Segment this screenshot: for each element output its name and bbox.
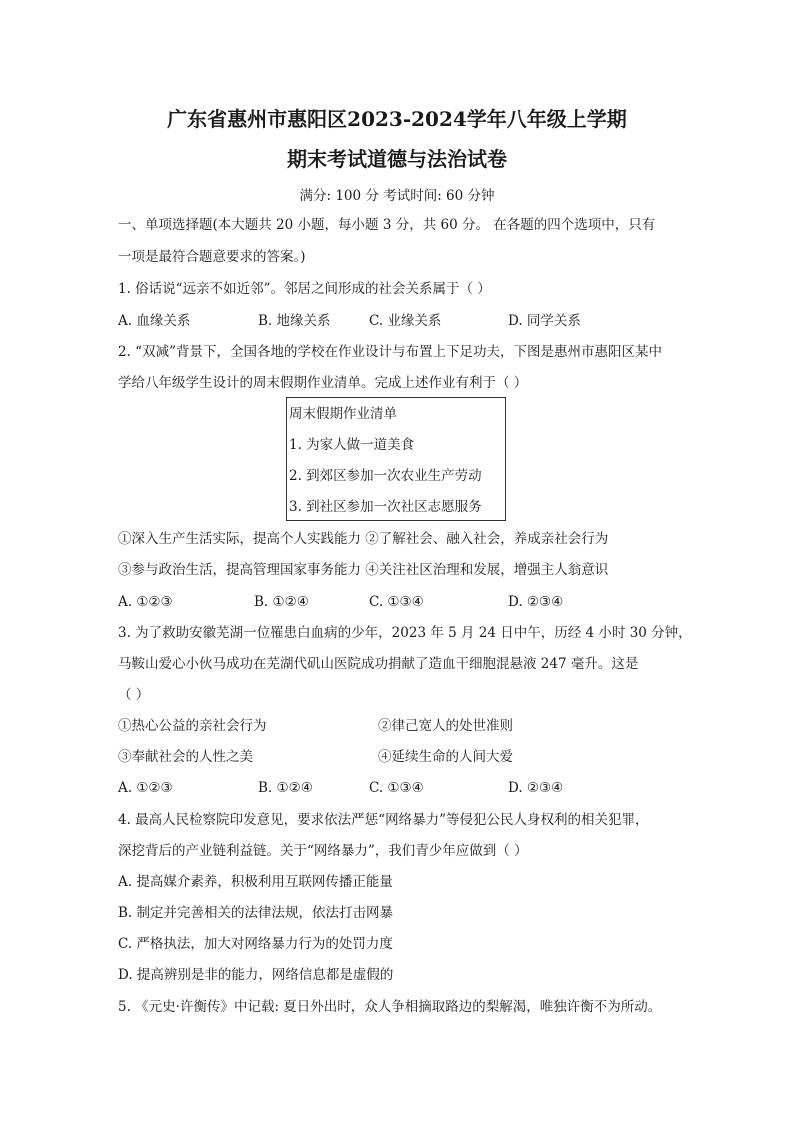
q3-statement-1: ①热心公益的亲社会行为 [118, 718, 267, 734]
q2-statements-line2: ③参与政治生活，提高管理国家事务能力 ④关注社区治理和发展，增强主人翁意识 [118, 562, 609, 578]
q1-option-d: D. 同学关系 [508, 313, 581, 329]
q3-stem-line3: （ ） [118, 687, 150, 703]
q3-stem-line2: 马鞍山爱心小伙马成功在芜湖代矶山医院成功捐献了造血干细胞混悬液 247 毫升。这是 [118, 656, 639, 672]
homework-list-title: 周末假期作业清单 [289, 406, 397, 422]
q1-option-a: A. 血缘关系 [118, 313, 191, 329]
q1-stem: 1. 俗话说“远亲不如近邻”。邻居之间形成的社会关系属于（ ） [118, 281, 491, 297]
q4-option-c: C. 严格执法，加大对网络暴力行为的处罚力度 [118, 936, 393, 952]
q3-statement-3: ③奉献社会的人性之美 [118, 749, 253, 765]
exam-info: 满分: 100 分 考试时间: 60 分钟 [299, 188, 495, 204]
q4-option-a: A. 提高媒介素养，积极利用互联网传播正能量 [118, 874, 393, 890]
q1-option-b: B. 地缘关系 [258, 313, 331, 329]
section1-intro-line2: 一项是最符合题意要求的答案。) [118, 249, 306, 265]
q2-option-d: D. ②③④ [508, 594, 564, 610]
q4-option-d: D. 提高辨别是非的能力，网络信息都是虚假的 [118, 967, 394, 983]
section1-intro-line1: 一、单项选择题(本大题共 20 小题，每小题 3 分，共 60 分。 在各题的四个选项中，只有 [118, 217, 656, 233]
q4-stem-line1: 4. 最高人民检察院印发意见，要求依法严惩“网络暴力”等侵犯公民人身权利的相关犯罪， [118, 812, 649, 828]
homework-item: 1. 为家人做一道美食 [289, 437, 415, 453]
q4-stem-line2: 深挖背后的产业链利益链。关于“网络暴力”，我们青少年应做到（ ） [118, 843, 528, 859]
q2-stem-line2: 学给八年级学生设计的周末假期作业清单。完成上述作业有利于（ ） [118, 375, 528, 391]
q2-option-a: A. ①②③ [118, 594, 173, 610]
q3-option-a: A. ①②③ [118, 780, 173, 796]
q3-option-d: D. ②③④ [508, 780, 564, 796]
exam-title-line1: 广东省惠州市惠阳区2023-2024学年八年级上学期 [167, 107, 627, 131]
q1-option-c: C. 业缘关系 [369, 313, 442, 329]
q3-option-b: B. ①②④ [258, 780, 313, 796]
q2-statements-line1: ①深入生产生活实际，提高个人实践能力 ②了解社会、融入社会，养成亲社会行为 [118, 531, 609, 547]
homework-list-box [286, 397, 506, 521]
homework-item: 2. 到郊区参加一次农业生产劳动 [289, 468, 482, 484]
q4-option-b: B. 制定并完善相关的法律法规，依法打击网暴 [118, 905, 394, 921]
q5-stem-line1: 5. 《元史·许衡传》中记载: 夏日外出时，众人争相摘取路边的梨解渴，唯独许衡不为所动。 [118, 999, 662, 1015]
q3-statement-4: ④延续生命的人间大爱 [378, 749, 513, 765]
q2-stem-line1: 2. “双减”背景下，全国各地的学校在作业设计与布置上下足功夫，下图是惠州市惠阳区某中 [118, 344, 662, 360]
q2-option-c: C. ①③④ [369, 594, 424, 610]
homework-item: 3. 到社区参加一次社区志愿服务 [289, 499, 482, 515]
exam-title-line2: 期末考试道德与法治试卷 [287, 147, 507, 171]
q3-statement-2: ②律己宽人的处世准则 [378, 718, 513, 734]
q3-stem-line1: 3. 为了救助安徽芜湖一位罹患白血病的少年，2023 年 5 月 24 日中午，历经 4 小时 30 分钟， [118, 625, 692, 641]
q3-option-c: C. ①③④ [369, 780, 424, 796]
q2-option-b: B. ①②④ [254, 594, 309, 610]
